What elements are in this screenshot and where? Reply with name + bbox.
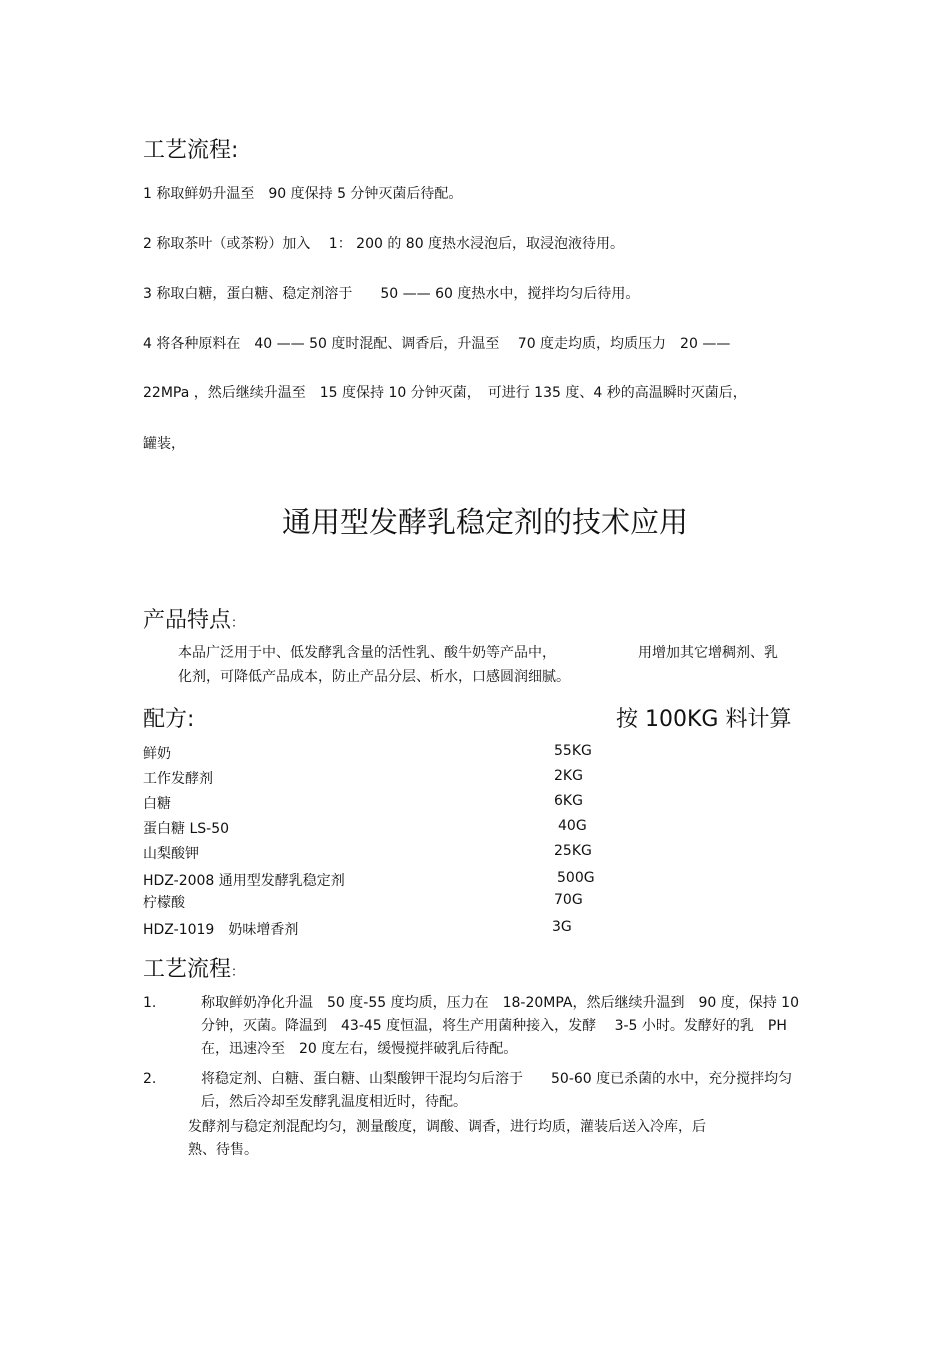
ingredient-qty: 70G xyxy=(554,892,583,908)
section2-step-1-text: 称取鲜奶净化升温 50 度-55 度均质，压力在 18-20MPA，然后继续升温到 90 度，保持 10 分钟，灭菌。降温到 43-45 度恒温，将生产用菌种接入，发酵 3-5 小时。发酵好的乳 PH 在，迅速冷至 20 度左右，缓慢搅拌破乳后待配。 xyxy=(201,995,799,1057)
formula-row xyxy=(143,793,663,815)
features-line-2: 化剂，可降低产品成本，防止产品分层、析水，口感圆润细腻。 xyxy=(178,669,570,685)
ingredient-name: 白糖 xyxy=(143,796,171,812)
section1-step-4: 4 将各种原料在 40 —— 50 度时混配、调香后，升温至 70 度走均质，均质压力 20 —— xyxy=(143,336,731,352)
section2-step-2-number: 2. xyxy=(143,1071,157,1087)
section1-step-4-end: 罐装， xyxy=(143,436,185,452)
formula-row xyxy=(143,919,663,941)
ingredient-name: 山梨酸钾 xyxy=(143,846,199,862)
features-line-1b: 用增加其它增稠剂、乳 xyxy=(638,645,778,661)
document-title: 通用型发酵乳稳定剂的技术应用 xyxy=(282,505,689,539)
formula-row xyxy=(143,818,663,840)
ingredient-qty: 3G xyxy=(552,919,572,935)
ingredient-qty: 2KG xyxy=(554,768,583,784)
ingredient-qty: 6KG xyxy=(554,793,583,809)
formula-row xyxy=(143,843,663,865)
formula-row xyxy=(143,768,663,790)
ingredient-qty: 25KG xyxy=(554,843,592,859)
formula-heading: 配方: xyxy=(143,707,195,732)
section1-step-1: 1 称取鲜奶升温至 90 度保持 5 分钟灭菌后待配。 xyxy=(143,186,463,202)
ingredient-name: 工作发酵剂 xyxy=(143,771,213,787)
section2-step-1-number: 1. xyxy=(143,995,157,1011)
ingredient-qty: 500G xyxy=(557,870,595,886)
section1-heading: 工艺流程: xyxy=(143,138,239,163)
formula-row xyxy=(143,870,663,892)
section2-heading-text: 工艺流程 xyxy=(143,957,232,982)
ingredient-name: 鲜奶 xyxy=(143,746,171,762)
features-heading-text: 产品特点 xyxy=(143,608,232,633)
section2-tail-line-1: 发酵剂与稳定剂混配均匀，测量酸度，调酸、调香，进行均质，灌装后送入冷库，后 xyxy=(188,1119,706,1135)
features-line-1a: 本品广泛用于中、低发酵乳含量的活性乳、酸牛奶等产品中， xyxy=(178,645,556,661)
ingredient-qty: 55KG xyxy=(554,743,592,759)
ingredient-name: HDZ-1019 奶味增香剂 xyxy=(143,922,299,938)
section2-heading xyxy=(143,952,244,983)
section1-step-2: 2 称取茶叶（或茶粉）加入 1： 200 的 80 度热水浸泡后，取浸泡液待用。 xyxy=(143,236,625,252)
ingredient-qty: 40G xyxy=(558,818,587,834)
section2-tail-line-2: 熟、待售。 xyxy=(188,1142,258,1158)
formula-basis: 按 100KG 料计算 xyxy=(616,707,792,732)
section1-step-3: 3 称取白糖，蛋白糖、稳定剂溶于 50 —— 60 度热水中，搅拌均匀后待用。 xyxy=(143,286,640,302)
ingredient-name: 蛋白糖 LS-50 xyxy=(143,821,230,837)
formula-row xyxy=(143,892,663,914)
formula-row xyxy=(143,743,663,765)
section2-heading-colon: ： xyxy=(231,965,245,980)
section1-step-4-cont: 22MPa ，然后继续升温至 15 度保持 10 分钟灭菌， 可进行 135 度、4 秒的高温瞬时灭菌后， xyxy=(143,385,747,401)
ingredient-name: 柠檬酸 xyxy=(143,895,185,911)
features-heading-colon: ： xyxy=(231,616,245,631)
ingredient-name: HDZ-2008 通用型发酵乳稳定剂 xyxy=(143,873,345,889)
features-heading xyxy=(143,603,244,634)
section2-step-2-text: 将稳定剂、白糖、蛋白糖、山梨酸钾干混均匀后溶于 50-60 度已杀菌的水中，充分搅拌均匀后，然后冷却至发酵乳温度相近时，待配。 xyxy=(201,1071,793,1110)
